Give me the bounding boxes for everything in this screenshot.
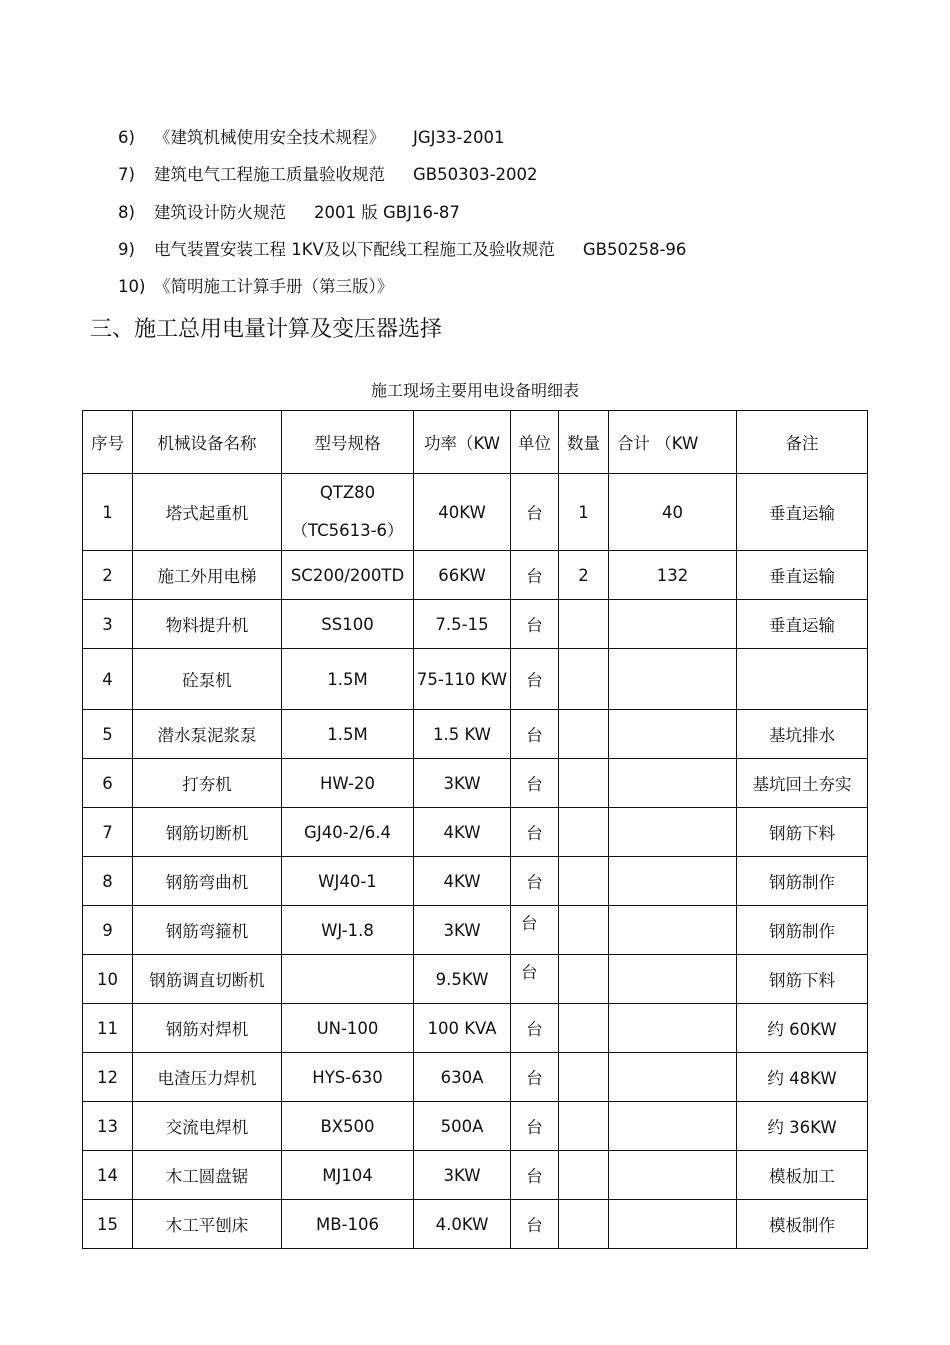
table-row: [83, 906, 868, 955]
cell-model-line: QTZ80: [319, 483, 376, 502]
cell-power: 3KW: [414, 759, 511, 808]
equipment-table: [82, 410, 868, 1249]
cell-qty: [559, 808, 609, 857]
table-row: [83, 710, 868, 759]
cell-model: 1.5M: [282, 649, 414, 710]
cell-power: 40KW: [414, 474, 511, 551]
reference-code: JGJ33-2001: [413, 128, 505, 147]
cell-note: 约 36KW: [737, 1102, 868, 1151]
cell-model: GJ40-2/6.4: [282, 808, 414, 857]
cell-model: SC200/200TD: [282, 551, 414, 600]
cell-note: 钢筋下料: [737, 955, 868, 1004]
table-row: [83, 474, 868, 551]
cell-power: 100 KVA: [414, 1004, 511, 1053]
table-row: [83, 551, 868, 600]
cell-unit: 台: [511, 649, 559, 710]
cell-total: [609, 1004, 737, 1053]
reference-title: 《简明施工计算手册（第三版）》: [154, 277, 394, 296]
cell-note: 垂直运输: [737, 551, 868, 600]
table-row: [83, 759, 868, 808]
cell-total: [609, 649, 737, 710]
table-row: [83, 600, 868, 649]
section-heading: 三、施工总用电量计算及变压器选择: [90, 317, 443, 342]
reference-number: 9): [118, 240, 135, 259]
reference-title: 电气装置安装工程 1KV及以下配线工程施工及验收规范: [154, 240, 555, 259]
cell-power: 4.0KW: [414, 1200, 511, 1249]
cell-no: 1: [83, 474, 133, 551]
cell-note: 基坑排水: [737, 710, 868, 759]
cell-note: 模板制作: [737, 1200, 868, 1249]
column-header: 功率（KW: [414, 411, 511, 474]
cell-unit: 台: [511, 551, 559, 600]
table-row: [83, 1102, 868, 1151]
table-row: [83, 857, 868, 906]
cell-power: 500A: [414, 1102, 511, 1151]
cell-no: 12: [83, 1053, 133, 1102]
reference-item: [118, 161, 538, 185]
reference-code: GB50258-96: [582, 240, 687, 259]
reference-title: 《建筑机械使用安全技术规程》: [154, 128, 385, 147]
cell-unit: 台: [511, 955, 559, 1004]
cell-unit: 台: [511, 474, 559, 551]
cell-model: HW-20: [282, 759, 414, 808]
cell-no: 14: [83, 1151, 133, 1200]
cell-name: 钢筋弯箍机: [133, 906, 282, 955]
cell-model: UN-100: [282, 1004, 414, 1053]
cell-no: 5: [83, 710, 133, 759]
cell-note: [737, 649, 868, 710]
cell-total: [609, 1102, 737, 1151]
cell-no: 3: [83, 600, 133, 649]
cell-qty: [559, 710, 609, 759]
cell-unit: 台: [511, 710, 559, 759]
cell-power: 4KW: [414, 857, 511, 906]
cell-name: 塔式起重机: [133, 474, 282, 551]
cell-total: [609, 808, 737, 857]
column-header: 备注: [737, 411, 868, 474]
cell-no: 9: [83, 906, 133, 955]
cell-power: 66KW: [414, 551, 511, 600]
cell-total: [609, 1200, 737, 1249]
cell-model: WJ-1.8: [282, 906, 414, 955]
table-row: [83, 1200, 868, 1249]
cell-no: 13: [83, 1102, 133, 1151]
cell-unit: 台: [511, 759, 559, 808]
cell-qty: [559, 1151, 609, 1200]
cell-total: [609, 906, 737, 955]
cell-model: BX500: [282, 1102, 414, 1151]
cell-qty: [559, 1102, 609, 1151]
cell-qty: [559, 906, 609, 955]
cell-no: 15: [83, 1200, 133, 1249]
cell-no: 8: [83, 857, 133, 906]
cell-unit: 台: [511, 1151, 559, 1200]
cell-model: [282, 474, 414, 551]
cell-note: 垂直运输: [737, 600, 868, 649]
cell-model: WJ40-1: [282, 857, 414, 906]
cell-no: 11: [83, 1004, 133, 1053]
column-header: 合计 （KW: [609, 411, 737, 474]
cell-power: 9.5KW: [414, 955, 511, 1004]
reference-item: [118, 124, 504, 148]
cell-power: 630A: [414, 1053, 511, 1102]
cell-qty: [559, 1004, 609, 1053]
cell-unit: 台: [511, 1200, 559, 1249]
cell-unit: 台: [511, 857, 559, 906]
cell-total: [609, 759, 737, 808]
cell-name: 钢筋调直切断机: [133, 955, 282, 1004]
cell-note: 约 60KW: [737, 1004, 868, 1053]
cell-qty: [559, 955, 609, 1004]
cell-total: [609, 600, 737, 649]
cell-model: SS100: [282, 600, 414, 649]
cell-qty: [559, 600, 609, 649]
cell-unit: 台: [511, 1004, 559, 1053]
cell-power: 7.5-15: [414, 600, 511, 649]
cell-total: 132: [609, 551, 737, 600]
cell-model: HYS-630: [282, 1053, 414, 1102]
cell-name: 木工圆盘锯: [133, 1151, 282, 1200]
reference-item: [118, 236, 686, 260]
table-caption: 施工现场主要用电设备明细表: [370, 381, 579, 400]
table-header-row: [83, 411, 868, 474]
table-row: [83, 1151, 868, 1200]
cell-qty: [559, 1053, 609, 1102]
cell-note: 垂直运输: [737, 474, 868, 551]
reference-title: 建筑电气工程施工质量验收规范: [154, 165, 385, 184]
cell-name: 钢筋切断机: [133, 808, 282, 857]
cell-name: 钢筋弯曲机: [133, 857, 282, 906]
cell-unit: 台: [511, 600, 559, 649]
column-header: 型号规格: [282, 411, 414, 474]
cell-note: 钢筋制作: [737, 906, 868, 955]
cell-total: [609, 1053, 737, 1102]
cell-total: [609, 857, 737, 906]
cell-note: 模板加工: [737, 1151, 868, 1200]
cell-power: 75-110 KW: [414, 649, 511, 710]
cell-total: [609, 1151, 737, 1200]
cell-model: MB-106: [282, 1200, 414, 1249]
cell-unit: 台: [511, 1102, 559, 1151]
cell-unit: 台: [511, 906, 559, 955]
column-header: 单位: [511, 411, 559, 474]
reference-number: 10): [118, 277, 146, 296]
cell-no: 10: [83, 955, 133, 1004]
cell-qty: 1: [559, 474, 609, 551]
reference-code: 2001 版 GBJ16-87: [314, 203, 460, 222]
cell-model: 1.5M: [282, 710, 414, 759]
cell-qty: [559, 759, 609, 808]
cell-model: MJ104: [282, 1151, 414, 1200]
reference-number: 6): [118, 128, 135, 147]
cell-unit: 台: [511, 1053, 559, 1102]
cell-qty: 2: [559, 551, 609, 600]
cell-name: 交流电焊机: [133, 1102, 282, 1151]
cell-qty: [559, 649, 609, 710]
reference-item: [118, 199, 460, 223]
cell-name: 电渣压力焊机: [133, 1053, 282, 1102]
cell-qty: [559, 857, 609, 906]
reference-number: 8): [118, 203, 135, 222]
cell-unit: 台: [511, 808, 559, 857]
reference-item: [118, 273, 421, 297]
cell-power: 4KW: [414, 808, 511, 857]
cell-model: [282, 955, 414, 1004]
cell-total: [609, 710, 737, 759]
reference-number: 7): [118, 165, 135, 184]
column-header: 序号: [83, 411, 133, 474]
table-row: [83, 808, 868, 857]
cell-qty: [559, 1200, 609, 1249]
column-header: 机械设备名称: [133, 411, 282, 474]
cell-name: 钢筋对焊机: [133, 1004, 282, 1053]
table-row: [83, 955, 868, 1004]
table-row: [83, 649, 868, 710]
cell-no: 6: [83, 759, 133, 808]
cell-model-line: （TC5613-6）: [291, 521, 404, 540]
cell-no: 4: [83, 649, 133, 710]
cell-power: 3KW: [414, 1151, 511, 1200]
cell-note: 钢筋下料: [737, 808, 868, 857]
cell-total: [609, 955, 737, 1004]
table-row: [83, 1004, 868, 1053]
reference-code: GB50303-2002: [413, 165, 538, 184]
table-row: [83, 1053, 868, 1102]
cell-name: 打夯机: [133, 759, 282, 808]
cell-name: 潜水泵泥浆泵: [133, 710, 282, 759]
cell-name: 施工外用电梯: [133, 551, 282, 600]
cell-note: 约 48KW: [737, 1053, 868, 1102]
cell-name: 物料提升机: [133, 600, 282, 649]
cell-note: 钢筋制作: [737, 857, 868, 906]
cell-no: 2: [83, 551, 133, 600]
cell-power: 3KW: [414, 906, 511, 955]
cell-name: 木工平刨床: [133, 1200, 282, 1249]
cell-name: 砼泵机: [133, 649, 282, 710]
cell-power: 1.5 KW: [414, 710, 511, 759]
cell-total: 40: [609, 474, 737, 551]
column-header: 数量: [559, 411, 609, 474]
cell-note: 基坑回土夯实: [737, 759, 868, 808]
reference-title: 建筑设计防火规范: [154, 203, 286, 222]
cell-no: 7: [83, 808, 133, 857]
